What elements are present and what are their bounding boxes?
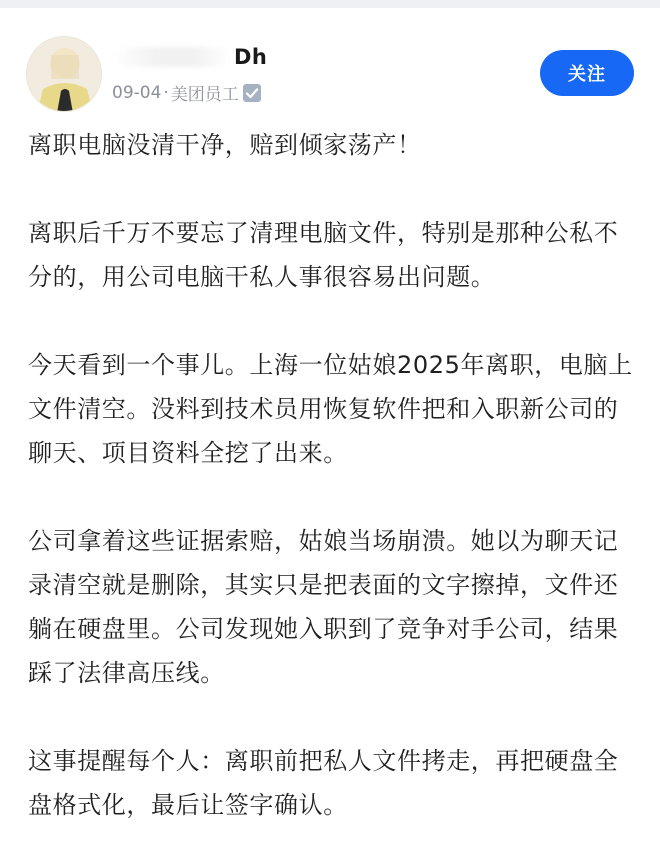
username[interactable]: Dh	[234, 45, 268, 69]
username-row[interactable]	[112, 42, 267, 72]
company-tag[interactable]: 美团员工	[170, 85, 239, 105]
verified-badge-icon	[243, 84, 261, 102]
avatar[interactable]	[26, 36, 102, 112]
meta-separator: ·	[163, 82, 169, 103]
post-body	[28, 123, 636, 827]
username-redacted	[112, 47, 230, 67]
post-date: 09-04	[112, 82, 162, 103]
follow-button[interactable]: 关注	[540, 50, 634, 96]
top-strip	[0, 0, 660, 8]
post-paragraph: 离职后千万不要忘了清理电脑文件，特别是那种公私不分的，用公司电脑干私人事很容易出问题。	[28, 219, 619, 291]
post-paragraph: 今天看到一个事儿。上海一位姑娘2025年离职，电脑上文件清空。没料到技术员用恢复软件把和入职新公司的聊天、项目资料全挖了出来。	[28, 351, 633, 467]
user-meta	[112, 38, 492, 108]
post-meta	[112, 80, 261, 105]
post-header	[0, 8, 660, 123]
avatar-image	[27, 37, 102, 112]
post-paragraph: 公司拿着这些证据索赔，姑娘当场崩溃。她以为聊天记录清空就是删除，其实只是把表面的文字擦掉，文件还躺在硬盘里。公司发现她入职到了竞争对手公司，结果踩了法律高压线。	[28, 527, 619, 687]
post-paragraph: 这事提醒每个人：离职前把私人文件拷走，再把硬盘全盘格式化，最后让签字确认。	[28, 747, 619, 819]
post-paragraph: 离职电脑没清干净，赔到倾家荡产！	[28, 131, 422, 159]
